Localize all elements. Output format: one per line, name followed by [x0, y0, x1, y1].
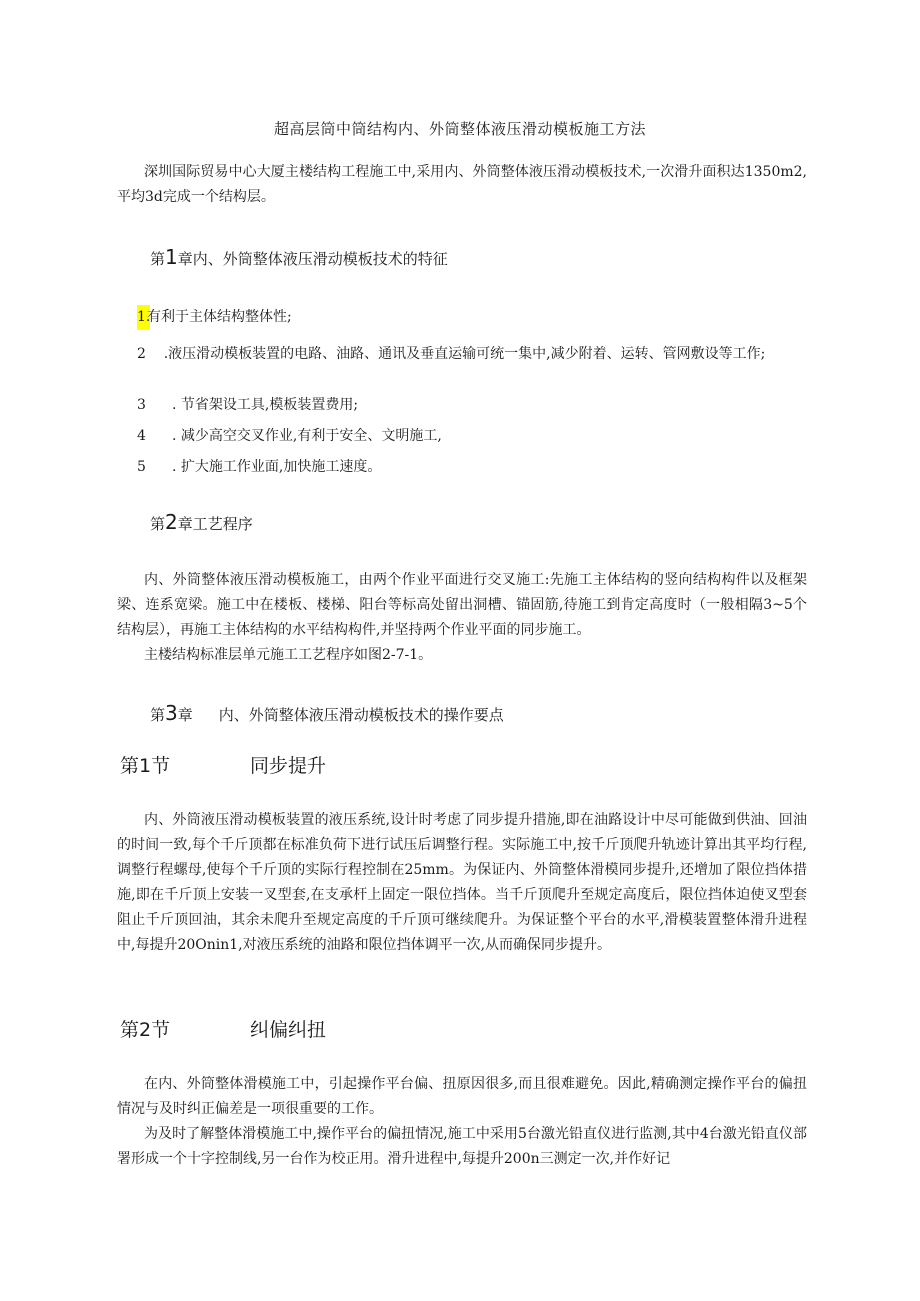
section-2-heading [120, 1015, 327, 1042]
chapter-title: 工艺程序 [192, 515, 253, 533]
document-title: 超高层筒中筒结构内、外筒整体液压滑动模板施工方法 [273, 120, 646, 138]
chapter-suffix: 章 [177, 250, 193, 268]
list-text: . 减少高空交叉作业,有利于安全、文明施工, [172, 428, 442, 444]
list-text: . 扩大施工作业面,加快施工速度。 [172, 459, 382, 475]
list-text: . 节省架设工具,模板装置费用; [172, 397, 359, 413]
chapter-prefix: 第 [150, 515, 166, 533]
chapter-title: 内、外筒整体液压滑动模板技术的操作要点 [218, 706, 504, 724]
chapter-1-heading [150, 245, 448, 269]
chapter-number: 2 [165, 510, 178, 534]
chapter-2-heading [150, 510, 253, 534]
intro-paragraph: 深圳国际贸易中心大厦主楼结构工程施工中,采用内、外筒整体液压滑动模板技术,一次滑升面积达1350m2,平均3d完成一个结构层。 [117, 164, 807, 205]
list-text: .液压滑动模板装置的电路、油路、通讯及垂直运输可统一集中,减少附着、运转、管网敷设等工作; [163, 346, 766, 362]
section-label: 第2节 [120, 1019, 171, 1041]
list-text: 有利于主体结构整体性; [147, 309, 292, 325]
list-number: 2 [137, 346, 146, 362]
chapter-suffix: 章 [177, 706, 193, 724]
chapter-2-paragraph-2: 主楼结构标准层单元施工工艺程序如图2-7-1。 [144, 647, 433, 663]
list-number: 1. [137, 305, 150, 330]
list-item-2 [117, 342, 807, 367]
list-number: 4 [137, 428, 146, 444]
section-2-paragraph-2: 为及时了解整体滑模施工中,操作平台的偏扭情况,施工中采用5台激光铅直仪进行监测,其中4台激光铅直仪部署形成一个十字控制线,另一台作为校正用。滑升进程中,每提升200n三测定一次,并作好记 [117, 1126, 807, 1167]
section-title: 同步提升 [250, 755, 327, 777]
section-1-paragraph: 内、外筒液压滑动模板装置的液压系统,设计时考虑了同步提升措施,即在油路设计中尽可能做到供油、回油的时间一致,每个千斤顶都在标准负荷下进行试压后调整行程。实际施工中,按千斤顶爬升轨迹计算出其平均行程,调整行程螺母,使每个千斤顶的实际行程控制在25mm。为保证内、外筒整体滑模同步提升,还增加了限位挡体措施,即在千斤顶上安装一叉型套,在支承杆上固定一限位挡体。当千斤顶爬升至规定高度后，限位挡体迫使叉型套阻止千斤顶回油，其余未爬升至规定高度的千斤顶可继续爬升。为保证整个平台的水平,滑模装置整体滑升进程中,每提升20Onin1,对液压系统的油路和限位挡体调平一次,从而确保同步提升。 [117, 812, 807, 953]
section-label: 第1节 [120, 755, 171, 777]
chapter-suffix: 章 [177, 515, 193, 533]
section-title: 纠偏纠扭 [250, 1019, 327, 1041]
chapter-prefix: 第 [150, 250, 166, 268]
chapter-number: 1 [165, 245, 178, 269]
chapter-prefix: 第 [150, 706, 166, 724]
list-number: 5 [137, 459, 146, 475]
chapter-2-paragraph-1: 内、外筒整体液压滑动模板施工，由两个作业平面进行交叉施工:先施工主体结构的竖向结构构件以及框架梁、连系宽梁。施工中在楼板、楼梯、阳台等标高处留出洞槽、锚固筋,待施工到肯定高度时（一般相隔3~5个结构层），再施工主体结构的水平结构构件,并坚持两个作业平面的同步施工。 [117, 572, 807, 638]
section-1-heading [120, 751, 327, 778]
chapter-title: 内、外筒整体液压滑动模板技术的特征 [192, 250, 448, 268]
chapter-3-heading [150, 701, 504, 725]
list-item-2-content [117, 342, 807, 367]
chapter-number: 3 [165, 701, 178, 725]
list-number: 3 [137, 397, 146, 413]
section-2-paragraph-1: 在内、外筒整体滑模施工中，引起操作平台偏、扭原因很多,而且很难避免。因此,精确测定操作平台的偏扭情况与及时纠正偏差是一项很重要的工作。 [117, 1076, 807, 1117]
